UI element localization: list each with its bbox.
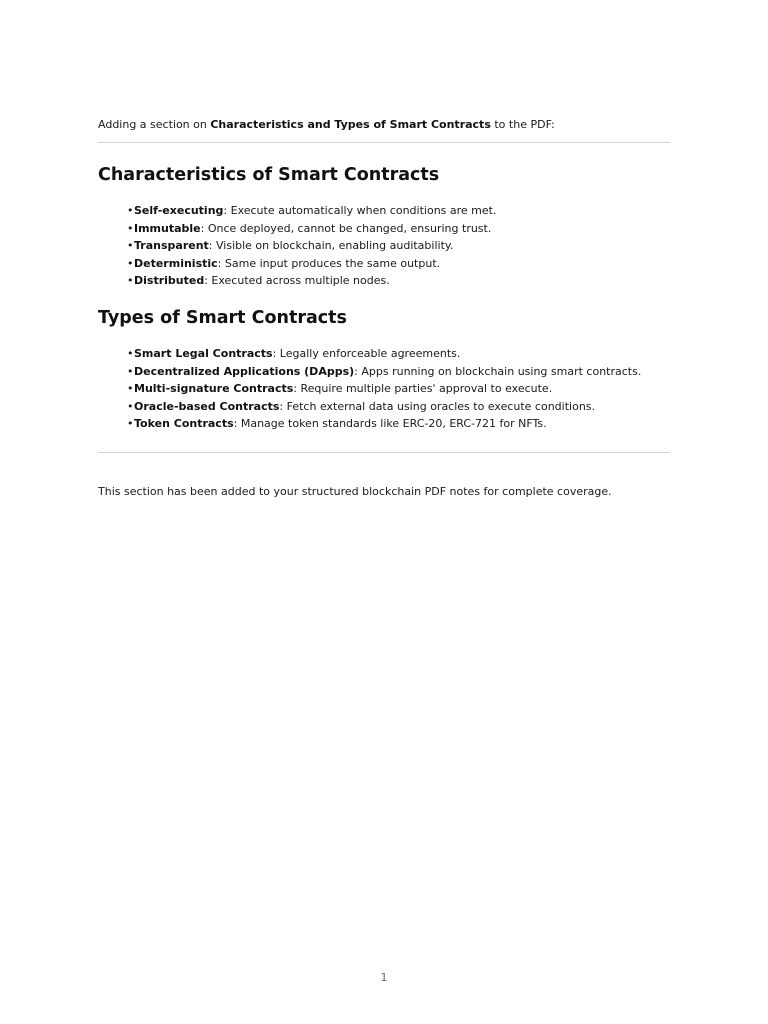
- item-term: Token Contracts: [134, 417, 234, 431]
- bullet-glyph: •: [127, 256, 134, 270]
- bullet-glyph: •: [127, 274, 134, 288]
- item-term: Multi-signature Contracts: [134, 382, 294, 396]
- item-desc: : Execute automatically when conditions are met.: [223, 204, 497, 217]
- item-term: Transparent: [134, 239, 209, 253]
- bullet-glyph: •: [127, 364, 134, 378]
- bullet-glyph: •: [127, 399, 134, 413]
- list-item: [127, 237, 496, 255]
- list-item: [127, 345, 641, 363]
- item-desc: : Once deployed, cannot be changed, ensuring trust.: [200, 221, 492, 235]
- item-desc: : Same input produces the same output.: [217, 256, 441, 270]
- list-item: [127, 380, 641, 398]
- item-desc: : Require multiple parties' approval to execute.: [293, 382, 553, 396]
- item-desc: : Apps running on blockchain using smart contracts.: [354, 364, 642, 378]
- divider-top: [98, 142, 670, 143]
- bullet-glyph: •: [127, 382, 134, 396]
- item-term: Deterministic: [134, 256, 218, 270]
- heading-characteristics: Characteristics of Smart Contracts: [98, 165, 440, 185]
- item-term: Decentralized Applications (DApps): [134, 364, 355, 378]
- intro-prefix: Adding a section on: [98, 118, 211, 131]
- list-item: [127, 272, 496, 290]
- bullet-glyph: •: [127, 347, 134, 360]
- item-desc: : Executed across multiple nodes.: [204, 274, 390, 288]
- characteristics-list: [127, 202, 496, 290]
- list-item: [127, 398, 641, 416]
- list-item: [127, 202, 496, 220]
- page-number: 1: [380, 971, 388, 984]
- bullet-glyph: •: [127, 239, 134, 253]
- bullet-glyph: •: [127, 221, 134, 235]
- divider-bottom: [98, 452, 670, 453]
- item-term: Oracle-based Contracts: [134, 399, 280, 413]
- types-list: [127, 345, 641, 433]
- bullet-glyph: •: [127, 204, 134, 217]
- item-desc: : Visible on blockchain, enabling auditability.: [208, 239, 454, 253]
- heading-types: Types of Smart Contracts: [98, 308, 347, 328]
- item-desc: : Legally enforceable agreements.: [272, 347, 461, 360]
- item-term: Smart Legal Contracts: [134, 347, 273, 360]
- list-item: [127, 415, 641, 433]
- list-item: [127, 255, 496, 273]
- item-desc: : Fetch external data using oracles to execute conditions.: [279, 399, 596, 413]
- outro-paragraph: This section has been added to your structured blockchain PDF notes for complete coverage.: [98, 485, 612, 498]
- intro-paragraph: [98, 118, 555, 132]
- bullet-glyph: •: [127, 417, 134, 431]
- intro-suffix: to the PDF:: [490, 118, 555, 131]
- item-term: Immutable: [134, 221, 201, 235]
- intro-bold: Characteristics and Types of Smart Contracts: [210, 118, 491, 131]
- list-item: [127, 220, 496, 238]
- item-term: Distributed: [134, 274, 205, 288]
- list-item: [127, 363, 641, 381]
- item-term: Self-executing: [134, 204, 224, 217]
- item-desc: : Manage token standards like ERC-20, ERC-721 for NFTs.: [233, 417, 547, 431]
